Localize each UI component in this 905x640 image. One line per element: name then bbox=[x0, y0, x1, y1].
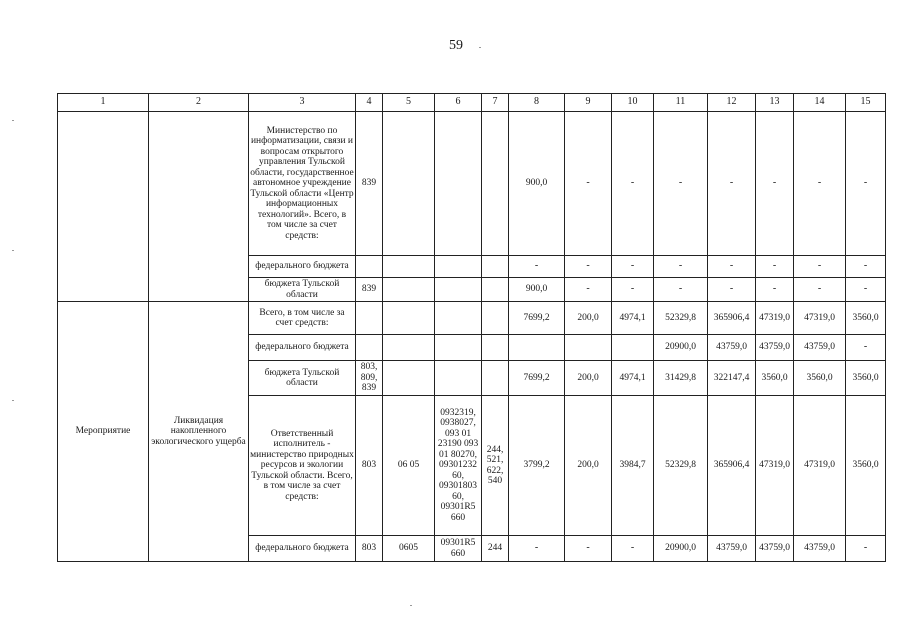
value-cell: 47319,0 bbox=[794, 302, 846, 335]
page-number: 59 bbox=[449, 38, 463, 53]
value-cell: - bbox=[756, 256, 794, 278]
value-cell: - bbox=[654, 256, 708, 278]
value-cell: 43759,0 bbox=[756, 536, 794, 562]
value-cell: - bbox=[565, 112, 612, 256]
value-cell: 3560,0 bbox=[756, 361, 794, 396]
value-cell: 365906,4 bbox=[708, 302, 756, 335]
header-cell: 1 bbox=[58, 94, 149, 112]
value-cell: - bbox=[846, 112, 886, 256]
grbs-cell: 803 bbox=[356, 396, 383, 536]
value-cell: - bbox=[708, 256, 756, 278]
header-cell: 8 bbox=[509, 94, 565, 112]
value-cell: 7699,2 bbox=[509, 302, 565, 335]
value-cell: 900,0 bbox=[509, 112, 565, 256]
scan-speck bbox=[410, 605, 412, 606]
description-cell: федерального бюджета bbox=[249, 536, 356, 562]
value-cell: - bbox=[846, 335, 886, 361]
target-code-cell: 09301R5 660 bbox=[435, 536, 482, 562]
value-cell: 4974,1 bbox=[612, 302, 654, 335]
value-cell: - bbox=[509, 536, 565, 562]
value-cell: 4974,1 bbox=[612, 361, 654, 396]
header-cell: 12 bbox=[708, 94, 756, 112]
value-cell: - bbox=[846, 278, 886, 302]
value-cell: 3799,2 bbox=[509, 396, 565, 536]
value-cell: 3560,0 bbox=[846, 361, 886, 396]
value-cell: 43759,0 bbox=[708, 536, 756, 562]
value-cell: 47319,0 bbox=[794, 396, 846, 536]
activity-name-cell: Ликвидация накопленного экологического ущерба bbox=[149, 302, 249, 562]
budget-table bbox=[57, 93, 886, 562]
value-cell: - bbox=[509, 256, 565, 278]
value-cell: 200,0 bbox=[565, 396, 612, 536]
value-cell: 43759,0 bbox=[794, 335, 846, 361]
header-cell: 7 bbox=[482, 94, 509, 112]
description-cell: Министерство по информатизации, связи и вопросам открытого управления Тульской области, государственное автономное учреждение Тульской области «Центр информационных технологий». Всего, в том числе за счет средств: bbox=[249, 112, 356, 256]
header-cell: 15 bbox=[846, 94, 886, 112]
header-cell: 6 bbox=[435, 94, 482, 112]
value-cell: 43759,0 bbox=[794, 536, 846, 562]
description-cell: федерального бюджета bbox=[249, 335, 356, 361]
scan-speck bbox=[12, 120, 14, 121]
value-cell: - bbox=[756, 112, 794, 256]
value-cell: - bbox=[708, 112, 756, 256]
value-cell: 200,0 bbox=[565, 302, 612, 335]
description-cell: Всего, в том числе за счет средств: bbox=[249, 302, 356, 335]
value-cell: 20900,0 bbox=[654, 536, 708, 562]
value-cell: - bbox=[846, 536, 886, 562]
header-cell: 9 bbox=[565, 94, 612, 112]
value-cell: - bbox=[654, 112, 708, 256]
value-cell: 31429,8 bbox=[654, 361, 708, 396]
value-cell: - bbox=[612, 278, 654, 302]
value-cell: - bbox=[654, 278, 708, 302]
header-cell: 11 bbox=[654, 94, 708, 112]
value-cell: - bbox=[612, 112, 654, 256]
header-cell: 10 bbox=[612, 94, 654, 112]
header-cell: 5 bbox=[383, 94, 435, 112]
header-cell: 3 bbox=[249, 94, 356, 112]
header-cell: 13 bbox=[756, 94, 794, 112]
empty-cell bbox=[58, 112, 149, 302]
value-cell: 322147,4 bbox=[708, 361, 756, 396]
activity-type-cell: Мероприятие bbox=[58, 302, 149, 562]
description-cell: Ответственный исполнитель - министерство природных ресурсов и экологии Тульской области. Всего, в том числе за счет средств: bbox=[249, 396, 356, 536]
value-cell: - bbox=[794, 256, 846, 278]
table-row bbox=[58, 302, 886, 335]
value-cell: 47319,0 bbox=[756, 396, 794, 536]
section-code-cell: 0605 bbox=[383, 536, 435, 562]
value-cell: 3560,0 bbox=[846, 396, 886, 536]
header-cell: 4 bbox=[356, 94, 383, 112]
value-cell: 900,0 bbox=[509, 278, 565, 302]
empty-cell bbox=[149, 112, 249, 302]
value-cell: - bbox=[612, 536, 654, 562]
value-cell: 3560,0 bbox=[794, 361, 846, 396]
grbs-cell: 839 bbox=[356, 112, 383, 256]
target-code-cell: 0932319, 0938027, 093 01 23190 093 01 80270, 09301232 60, 09301803 60, 09301R5 660 bbox=[435, 396, 482, 536]
table-row bbox=[58, 112, 886, 256]
scan-speck bbox=[12, 400, 14, 401]
value-cell: 365906,4 bbox=[708, 396, 756, 536]
header-cell: 14 bbox=[794, 94, 846, 112]
scan-speck bbox=[12, 250, 14, 251]
value-cell: 200,0 bbox=[565, 361, 612, 396]
grbs-cell: 803 bbox=[356, 536, 383, 562]
value-cell: - bbox=[794, 278, 846, 302]
description-cell: федерального бюджета bbox=[249, 256, 356, 278]
value-cell: - bbox=[565, 536, 612, 562]
value-cell: 7699,2 bbox=[509, 361, 565, 396]
section-code-cell: 06 05 bbox=[383, 396, 435, 536]
value-cell: 52329,8 bbox=[654, 302, 708, 335]
value-cell: - bbox=[708, 278, 756, 302]
value-cell: 52329,8 bbox=[654, 396, 708, 536]
description-cell: бюджета Тульской области bbox=[249, 361, 356, 396]
description-cell: бюджета Тульской области bbox=[249, 278, 356, 302]
value-cell: - bbox=[612, 256, 654, 278]
expense-type-cell: 244 bbox=[482, 536, 509, 562]
value-cell: - bbox=[794, 112, 846, 256]
value-cell: - bbox=[846, 256, 886, 278]
value-cell: 20900,0 bbox=[654, 335, 708, 361]
grbs-cell: 803, 809, 839 bbox=[356, 361, 383, 396]
header-cell: 2 bbox=[149, 94, 249, 112]
header-row bbox=[58, 94, 886, 112]
value-cell: - bbox=[565, 278, 612, 302]
scan-speck bbox=[479, 47, 481, 48]
value-cell: 47319,0 bbox=[756, 302, 794, 335]
grbs-cell: 839 bbox=[356, 278, 383, 302]
value-cell: 43759,0 bbox=[708, 335, 756, 361]
expense-type-cell: 244, 521, 622, 540 bbox=[482, 396, 509, 536]
value-cell: 3560,0 bbox=[846, 302, 886, 335]
value-cell: 3984,7 bbox=[612, 396, 654, 536]
value-cell: - bbox=[565, 256, 612, 278]
value-cell: 43759,0 bbox=[756, 335, 794, 361]
value-cell: - bbox=[756, 278, 794, 302]
